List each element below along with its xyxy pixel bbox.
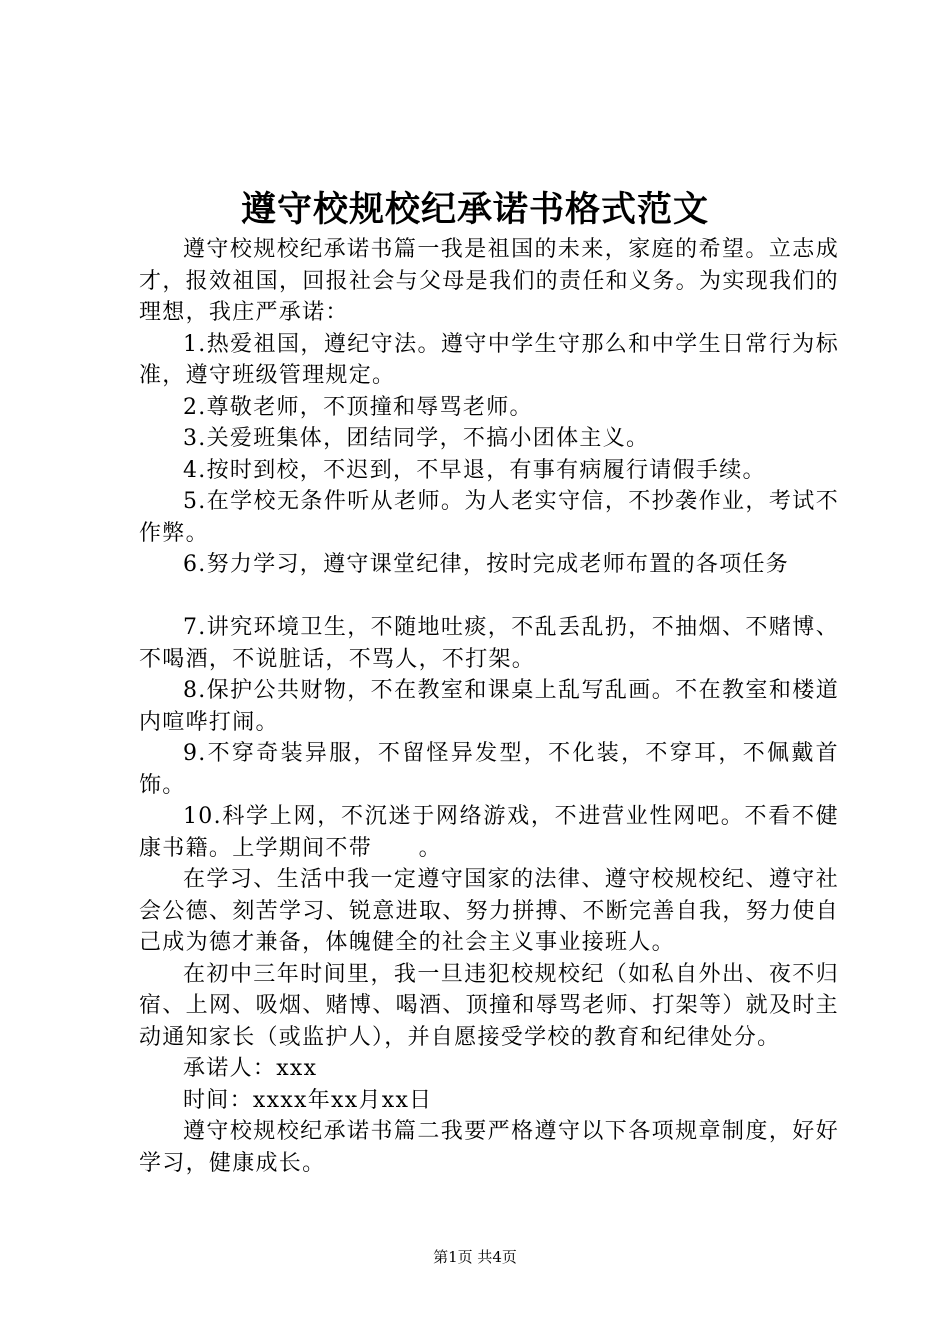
- paragraph-item-3: 3.关爱班集体，团结同学，不搞小团体主义。: [183, 426, 650, 451]
- paragraph-item-1: 1.热爱祖国，遵纪守法。遵守中学生守那么和中学生日常行为标准，遵守班级管理规定。: [139, 331, 839, 388]
- signature-line: 承诺人：xxx: [183, 1056, 318, 1081]
- paragraph-item-5: 5.在学校无条件听从老师。为人老实守信，不抄袭作业，考试不作弊。: [139, 489, 839, 546]
- paragraph-item-8: 8.保护公共财物，不在教室和课桌上乱写乱画。不在教室和楼道内喧哗打闹。: [139, 678, 839, 735]
- document-title: 遵守校规校纪承诺书格式范文: [240, 189, 709, 230]
- paragraph-commitment: 在学习、生活中我一定遵守国家的法律、遵守校规校纪、遵守社会公德、刻苦学习、锐意进取、努力拼搏、不断完善自我，努力使自己成为德才兼备，体魄健全的社会主义事业接班人。: [139, 867, 839, 955]
- paragraph-item-4: 4.按时到校，不迟到，不早退，有事有病履行请假手续。: [183, 457, 766, 483]
- blank-line: [139, 581, 839, 613]
- document-body: [139, 234, 839, 1179]
- paragraph-intro: 遵守校规校纪承诺书篇一我是祖国的未来，家庭的希望。立志成才，报效祖国，回报社会与父母是我们的责任和义务。为实现我们的理想，我庄严承诺：: [139, 237, 839, 325]
- paragraph-part-two: 遵守校规校纪承诺书篇二我要严格遵守以下各项规章制度，好好学习，健康成长。: [139, 1119, 839, 1176]
- paragraph-item-7: 7.讲究环境卫生，不随地吐痰，不乱丢乱扔，不抽烟、不赌博、不喝酒，不说脏话，不骂人，不打架。: [139, 615, 839, 672]
- paragraph-item-6: 6.努力学习，遵守课堂纪律，按时完成老师布置的各项任务: [183, 552, 790, 577]
- paragraph-discipline: 在初中三年时间里，我一旦违犯校规校纪（如私自外出、夜不归宿、上网、吸烟、赌博、喝酒、顶撞和辱骂老师、打架等）就及时主动通知家长（或监护人），并自愿接受学校的教育和纪律处分。: [139, 961, 839, 1050]
- paragraph-item-9: 9.不穿奇装异服，不留怪异发型，不化装，不穿耳，不佩戴首饰。: [139, 741, 839, 798]
- paragraph-item-2: 2.尊敬老师，不顶撞和辱骂老师。: [183, 394, 533, 420]
- paragraph-item-10: 10.科学上网，不沉迷于网络游戏，不进营业性网吧。不看不健康书籍。上学期间不带 。: [139, 804, 839, 861]
- page-footer: 第1页 共4页: [433, 1248, 517, 1266]
- date-line: 时间：xxxx年xx月xx日: [183, 1087, 433, 1113]
